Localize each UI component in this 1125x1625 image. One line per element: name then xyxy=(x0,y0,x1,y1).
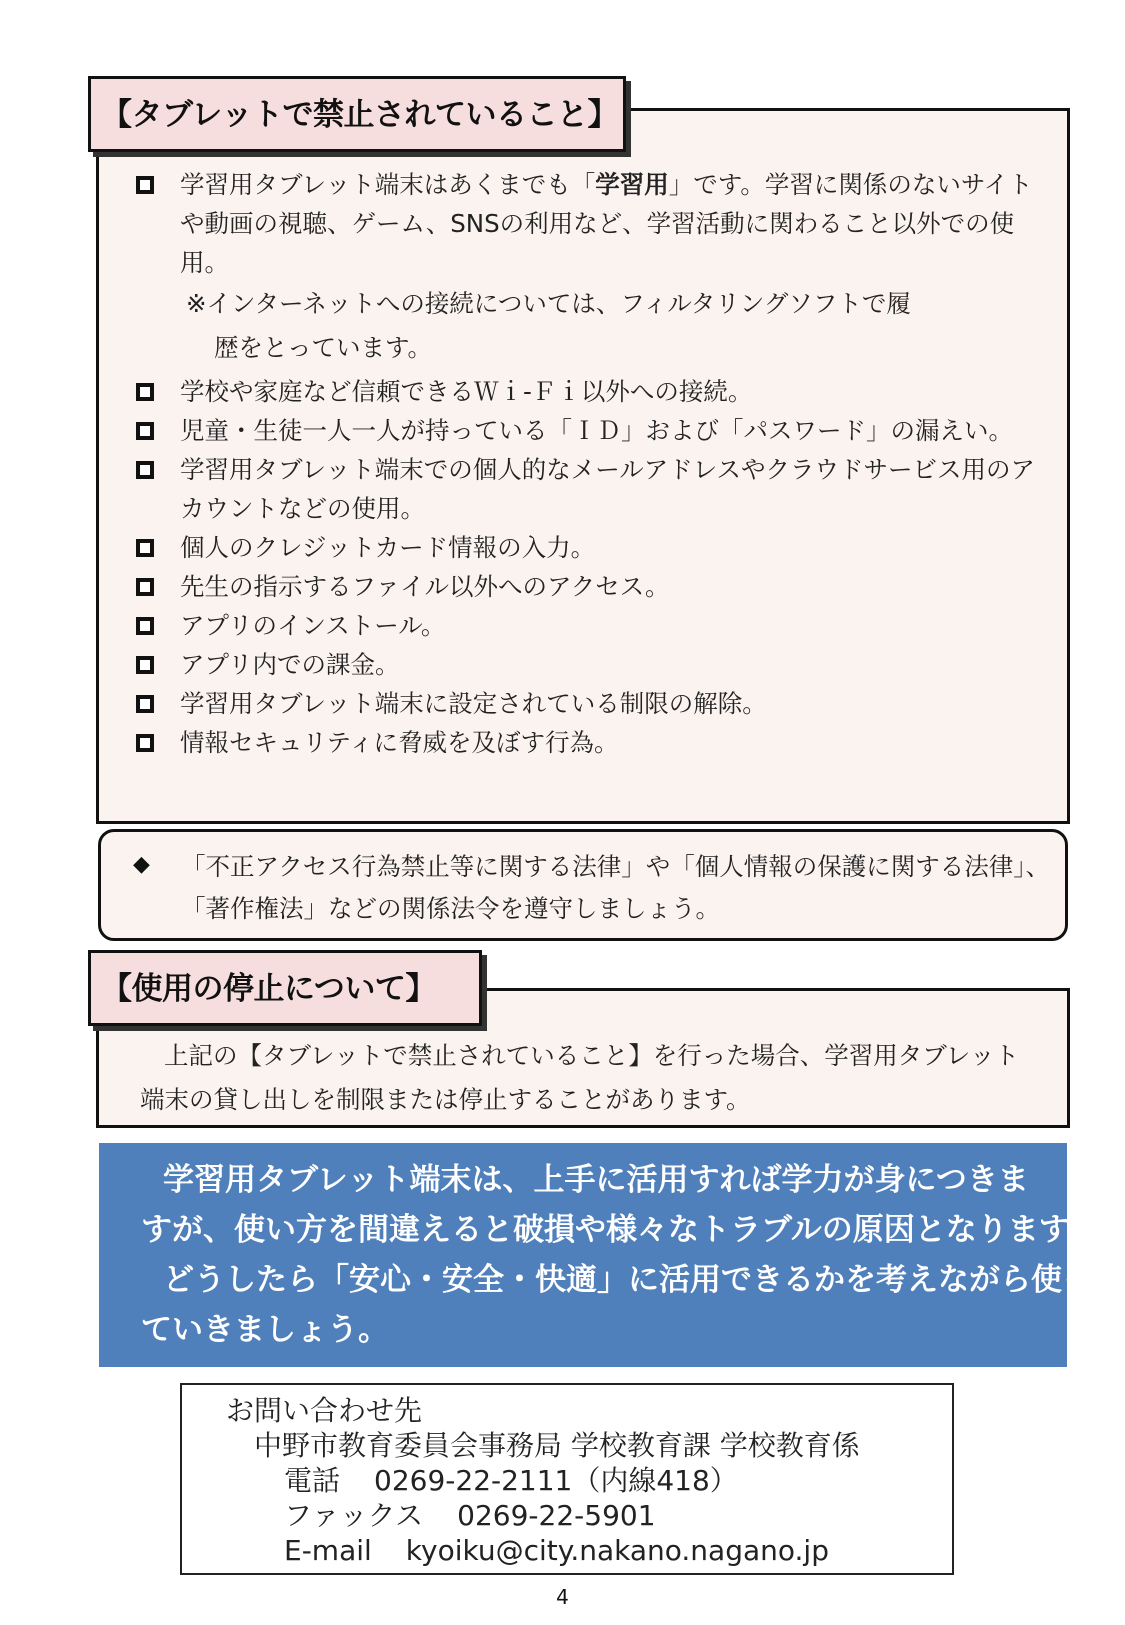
filtering-note: ※インターネットへの接続については、フィルタリングソフトで履 xyxy=(186,289,911,318)
phone-label: 電話 xyxy=(284,1464,341,1497)
checkbox-bullet-icon xyxy=(136,617,154,635)
list-item xyxy=(126,372,1046,411)
list-item-text: 先生の指示するファイル以外へのアクセス。 xyxy=(180,572,670,601)
list-item xyxy=(126,606,1046,645)
checkbox-bullet-icon xyxy=(136,656,154,674)
banner-line-3: どうしたら「安心・安全・快適」に活用できるかを考えながら使っ xyxy=(163,1262,1093,1298)
page-number: 4 xyxy=(556,1585,569,1609)
checkbox-bullet-icon xyxy=(136,578,154,596)
banner-line-1: 学習用タブレット端末は、上手に活用すれば学力が身につきま xyxy=(163,1162,1029,1198)
list-item xyxy=(126,450,1046,528)
list-item xyxy=(126,411,1046,450)
email-label: E-mail xyxy=(284,1534,372,1567)
fax-number: 0269-22-5901 xyxy=(457,1499,656,1532)
checkbox-bullet-icon xyxy=(136,383,154,401)
list-item xyxy=(126,645,1046,684)
banner-line-4: ていきましょう。 xyxy=(141,1312,389,1348)
contact-box xyxy=(180,1383,954,1575)
checkbox-bullet-icon xyxy=(136,695,154,713)
guidance-banner xyxy=(99,1143,1099,1367)
banner-line-2: すが、使い方を間違えると破損や様々なトラブルの原因となります。 xyxy=(141,1212,1099,1248)
email-address[interactable]: kyoiku@city.nakano.nagano.jp xyxy=(405,1534,829,1567)
list-item-text: 情報セキュリティに脅威を及ぼす行為。 xyxy=(180,728,619,757)
law-notice-box xyxy=(98,829,1068,941)
list-item-text: 学校や家庭など信頼できるＷｉ-Ｆｉ以外への接続。 xyxy=(180,377,753,406)
checkbox-bullet-icon xyxy=(136,422,154,440)
forbidden-list xyxy=(126,165,1046,762)
list-item-text: 学習用タブレット端末での個人的なメールアドレスやクラウドサービス用のアカウントなどの使用。 xyxy=(180,455,1036,523)
fax-label: ファックス xyxy=(284,1499,424,1532)
contact-email xyxy=(284,1533,829,1568)
contact-organization: 中野市教育委員会事務局 学校教育課 学校教育係 xyxy=(254,1429,860,1462)
checkbox-bullet-icon xyxy=(136,176,154,194)
list-item xyxy=(126,528,1046,567)
stop-section-heading: 【使用の停止について】 xyxy=(88,950,482,1026)
diamond-bullet-icon: ◆ xyxy=(133,852,150,877)
list-item-text-bold: 学習用 xyxy=(595,170,669,199)
list-item-text: 児童・生徒一人一人が持っている「ＩＤ」および「パスワード」の漏えい。 xyxy=(180,416,1013,445)
filtering-note-continued: 歴をとっています。 xyxy=(214,333,433,362)
contact-fax xyxy=(284,1498,656,1533)
stop-section-text xyxy=(140,1034,1040,1122)
list-item-text-pre: 学習用タブレット端末はあくまでも「 xyxy=(180,170,596,199)
checkbox-bullet-icon xyxy=(136,734,154,752)
list-item xyxy=(126,684,1046,723)
law-notice-text: 「不正アクセス行為禁止等に関する法律」や「個人情報の保護に関する法律」、「著作権法」などの関係法令を遵守しましょう。 xyxy=(181,852,1051,923)
forbidden-section-heading: 【タブレットで禁止されていること】 xyxy=(88,76,626,152)
checkbox-bullet-icon xyxy=(136,461,154,479)
list-item-text: アプリのインストール。 xyxy=(180,611,446,640)
contact-phone xyxy=(284,1463,738,1498)
list-item xyxy=(126,723,1046,762)
stop-section-body: 上記の【タブレットで禁止されていること】を行った場合、学習用タブレット端末の貸し出しを制限または停止することがあります。 xyxy=(140,1041,1020,1114)
checkbox-bullet-icon xyxy=(136,539,154,557)
contact-title: お問い合わせ先 xyxy=(226,1394,423,1427)
list-item-text: アプリ内での課金。 xyxy=(180,650,400,679)
list-item-text: 学習用タブレット端末に設定されている制限の解除。 xyxy=(180,689,767,718)
list-item xyxy=(126,165,1046,282)
list-item-text-post: 」です。学習に関係のないサイトや動画の視聴、ゲーム、SNSの利用など、学習活動に関わること以外での使用。 xyxy=(180,170,1033,277)
list-item xyxy=(126,567,1046,606)
list-item-text: 個人のクレジットカード情報の入力。 xyxy=(180,533,596,562)
phone-number: 0269-22-2111（内線418） xyxy=(374,1464,738,1497)
